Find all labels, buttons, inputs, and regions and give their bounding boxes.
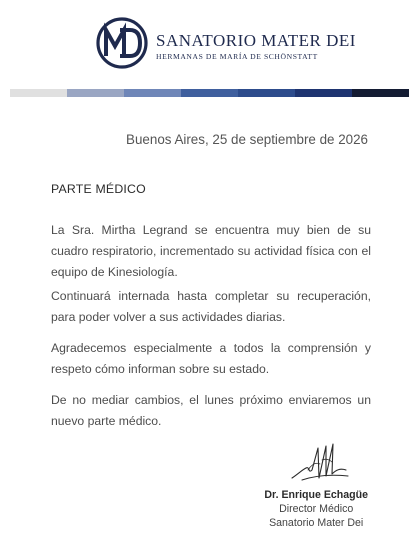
signature-block xyxy=(264,488,368,530)
signatory-organization: Sanatorio Mater Dei xyxy=(269,517,364,529)
stripe-segment xyxy=(10,89,67,97)
paragraph-4: De no mediar cambios, el lunes próximo enviaremos un nuevo parte médico. xyxy=(51,393,371,428)
letterhead xyxy=(0,14,420,74)
brand xyxy=(156,32,356,61)
signatory-role: Director Médico xyxy=(279,503,354,515)
paragraph-2: Continuará internada hasta completar su recuperación, para poder volver a sus actividades diarias. xyxy=(51,289,371,324)
brand-name: SANATORIO MATER DEI xyxy=(156,31,356,50)
stripe-segment xyxy=(352,89,409,97)
paragraph-3: Agradecemos especialmente a todos la comprensión y respeto cómo informan sobre su estado. xyxy=(51,341,371,376)
stripe-segment xyxy=(67,89,124,97)
stripe-segment xyxy=(124,89,181,97)
handwritten-signature xyxy=(288,440,352,486)
md-monogram-logo-icon xyxy=(94,16,150,70)
color-stripe xyxy=(10,89,409,97)
document-title: PARTE MÉDICO xyxy=(51,182,146,196)
document-date: Buenos Aires, 25 de septiembre de 2026 xyxy=(126,132,368,147)
signatory-name: Dr. Enrique Echagüe xyxy=(264,489,368,501)
stripe-segment xyxy=(238,89,295,97)
brand-subtitle: HERMANAS DE MARÍA DE SCHÖNSTATT xyxy=(156,52,318,61)
paragraph-1: La Sra. Mirtha Legrand se encuentra muy bien de su cuadro respiratorio, incrementado su actividad física con el equipo de Kinesiología. xyxy=(51,223,371,279)
stripe-segment xyxy=(181,89,238,97)
stripe-segment xyxy=(295,89,352,97)
